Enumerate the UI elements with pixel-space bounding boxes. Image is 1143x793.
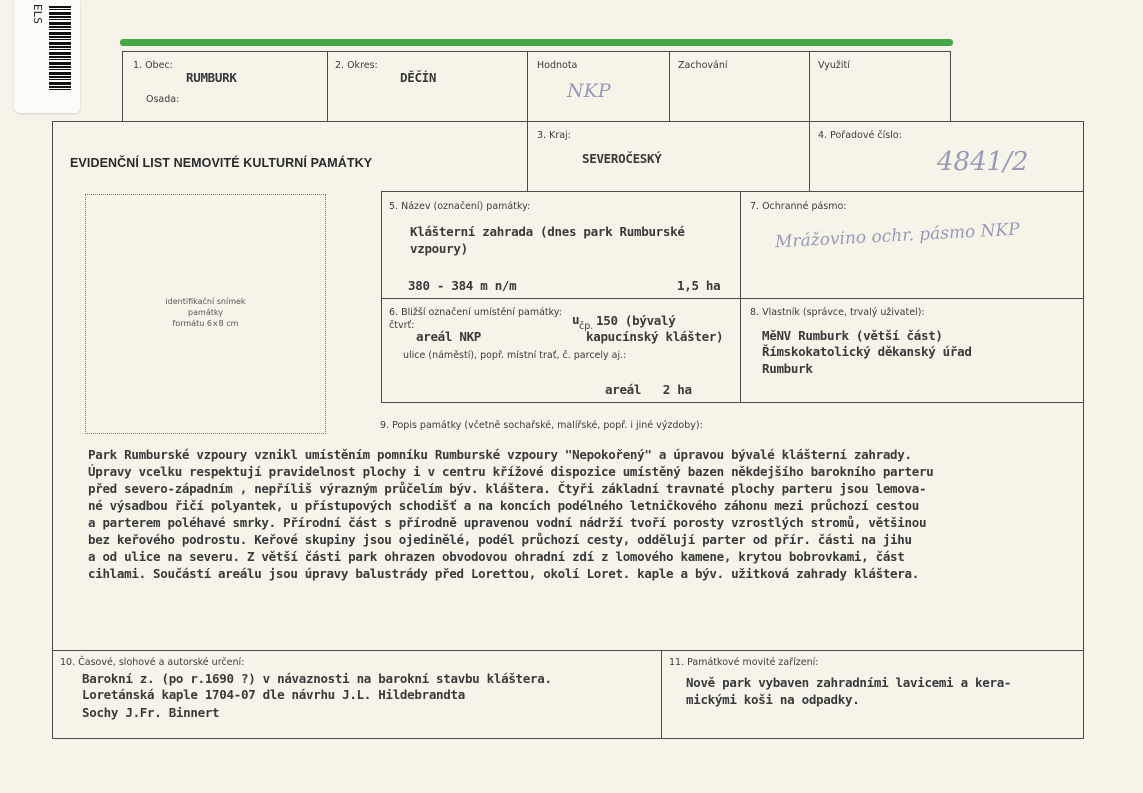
barcode-text: ELS	[31, 4, 44, 24]
cp-value-line-1: 150 (bývalý	[596, 313, 676, 328]
obec-value: RUMBURK	[186, 70, 237, 85]
ctvrt-value: areál NKP	[416, 329, 482, 344]
field11-divider	[661, 650, 662, 739]
popis-line: né výsadbou řičí polyantek, u přístupových schodišť a na koncích podélného letničkového záhonu mezi průchozí cestou	[88, 498, 919, 513]
photo-caption-line-1: identifikační snímek	[165, 297, 246, 306]
barcode-bars	[49, 6, 71, 90]
barcode-sticker	[14, 0, 80, 113]
popis-line: a parterem poléhavé smrky. Přírodní část s přírodně upravenou vodní nádrží tvoří porosty vzrostlých stromů, většinou	[88, 515, 927, 530]
cp-value-line-2: kapucínský klášter)	[586, 329, 724, 344]
nazev-altitude: 380 - 384 m n/m	[408, 278, 517, 293]
poradove-cislo-label: 4. Pořadové číslo:	[818, 130, 902, 141]
osada-label: Osada:	[146, 94, 180, 105]
popis-line: bez keřového podrostu. Keřové skupiny jsou ojedinělé, podél průchozí cesty, oddělují parter od přír. části na jihu	[88, 532, 912, 547]
section-divider	[52, 650, 1084, 651]
urceni-label: 10. Časové, slohové a autorské určení:	[60, 657, 245, 668]
hodnota-value: NKP	[567, 80, 611, 102]
zachovani-label: Zachování	[678, 60, 728, 71]
nazev-line-1: Klášterní zahrada (dnes park Rumburské	[410, 224, 685, 239]
photo-caption-line-2: památky	[188, 308, 223, 317]
form-title: EVIDENČNÍ LIST NEMOVITÉ KULTURNÍ PAMÁTKY	[70, 156, 373, 170]
urceni-line: Barokní z. (po r.1690 ?) v návaznosti na barokní stavbu kláštera.	[82, 671, 552, 686]
vlastnik-line-3: Rumburk	[762, 361, 813, 376]
green-header-stripe	[120, 39, 953, 46]
umisteni-label: 6. Bližší označení umístění památky:	[389, 307, 562, 318]
cp-label: čp.	[579, 321, 594, 332]
zarizeni-label: 11. Památkové movité zařízení:	[669, 657, 819, 668]
popis-line: a od ulice na severu. Z větší části park ohrazen obvodovou ohradní zdí z lomového kamene, krytou bobrovkami, část	[88, 549, 905, 564]
okres-label: 2. Okres:	[335, 60, 378, 71]
popis-line: Úpravy vcelku respektují pravidelnost plochy i v centru křížové dispozice umístěný bazen někdejšího barokního parteru	[88, 464, 934, 479]
ulice-label: ulice (náměstí), popř. místní trať, č. parcely aj.:	[403, 350, 627, 361]
poradove-cislo-value: 4841/2	[937, 147, 1029, 177]
urceni-line: Sochy J.Fr. Binnert	[82, 705, 220, 720]
popis-text	[88, 446, 1078, 582]
photo-caption	[85, 296, 326, 329]
nazev-line-2: vzpoury)	[410, 241, 468, 256]
vlastnik-line-1: MěNV Rumburk (větší část)	[762, 328, 943, 343]
hodnota-label: Hodnota	[537, 60, 578, 71]
popis-line: cihlami. Součástí areálu jsou úpravy balustrády před Lorettou, okolí Loret. kaple a býv. užitková zahrady kláštera.	[88, 566, 919, 581]
photo-caption-line-3: formátu 6×8 cm	[172, 319, 239, 328]
cp-prefix: u	[572, 312, 580, 327]
ulice-value: areál 2 ha	[605, 382, 692, 397]
okres-value: DĚČÍN	[400, 70, 437, 85]
ochranne-pasmo-value: Mrážovino ochr. pásmo NKP	[774, 219, 1021, 253]
popis-line: před severo-západním , nepříliš výrazným průčelím býv. kláštera. Čtyři základní travnaté plochy parteru jsou lemova-	[88, 481, 927, 496]
zarizeni-line: mickými koši na odpadky.	[686, 692, 860, 707]
kraj-value: SEVEROČESKÝ	[582, 151, 662, 166]
vlastnik-line-2: Římskokatolický děkanský úřad	[762, 344, 972, 359]
vyuziti-label: Využití	[818, 60, 850, 71]
ctvrt-label: čtvrť:	[389, 320, 415, 331]
zarizeni-line: Nově park vybaven zahradními lavicemi a kera-	[686, 675, 1012, 690]
nazev-area: 1,5 ha	[677, 278, 721, 293]
ochranne-pasmo-label: 7. Ochranné pásmo:	[750, 201, 847, 212]
vlastnik-label: 8. Vlastník (správce, trvalý uživatel):	[750, 307, 925, 318]
popis-label: 9. Popis památky (včetně sochařské, malířské, popř. i jiné výzdoby):	[380, 420, 703, 431]
kraj-label: 3. Kraj:	[537, 130, 571, 141]
popis-line: Park Rumburské vzpoury vznikl umístěním pomníku Rumburské vzpoury "Nepokořený" a úpravou bývalé klášterní zahrady.	[88, 447, 912, 462]
urceni-line: Loretánská kaple 1704-07 dle návrhu J.L. Hildebrandta	[82, 687, 465, 702]
nazev-label: 5. Název (označení) památky:	[389, 201, 531, 212]
obec-label: 1. Obec:	[133, 60, 173, 71]
